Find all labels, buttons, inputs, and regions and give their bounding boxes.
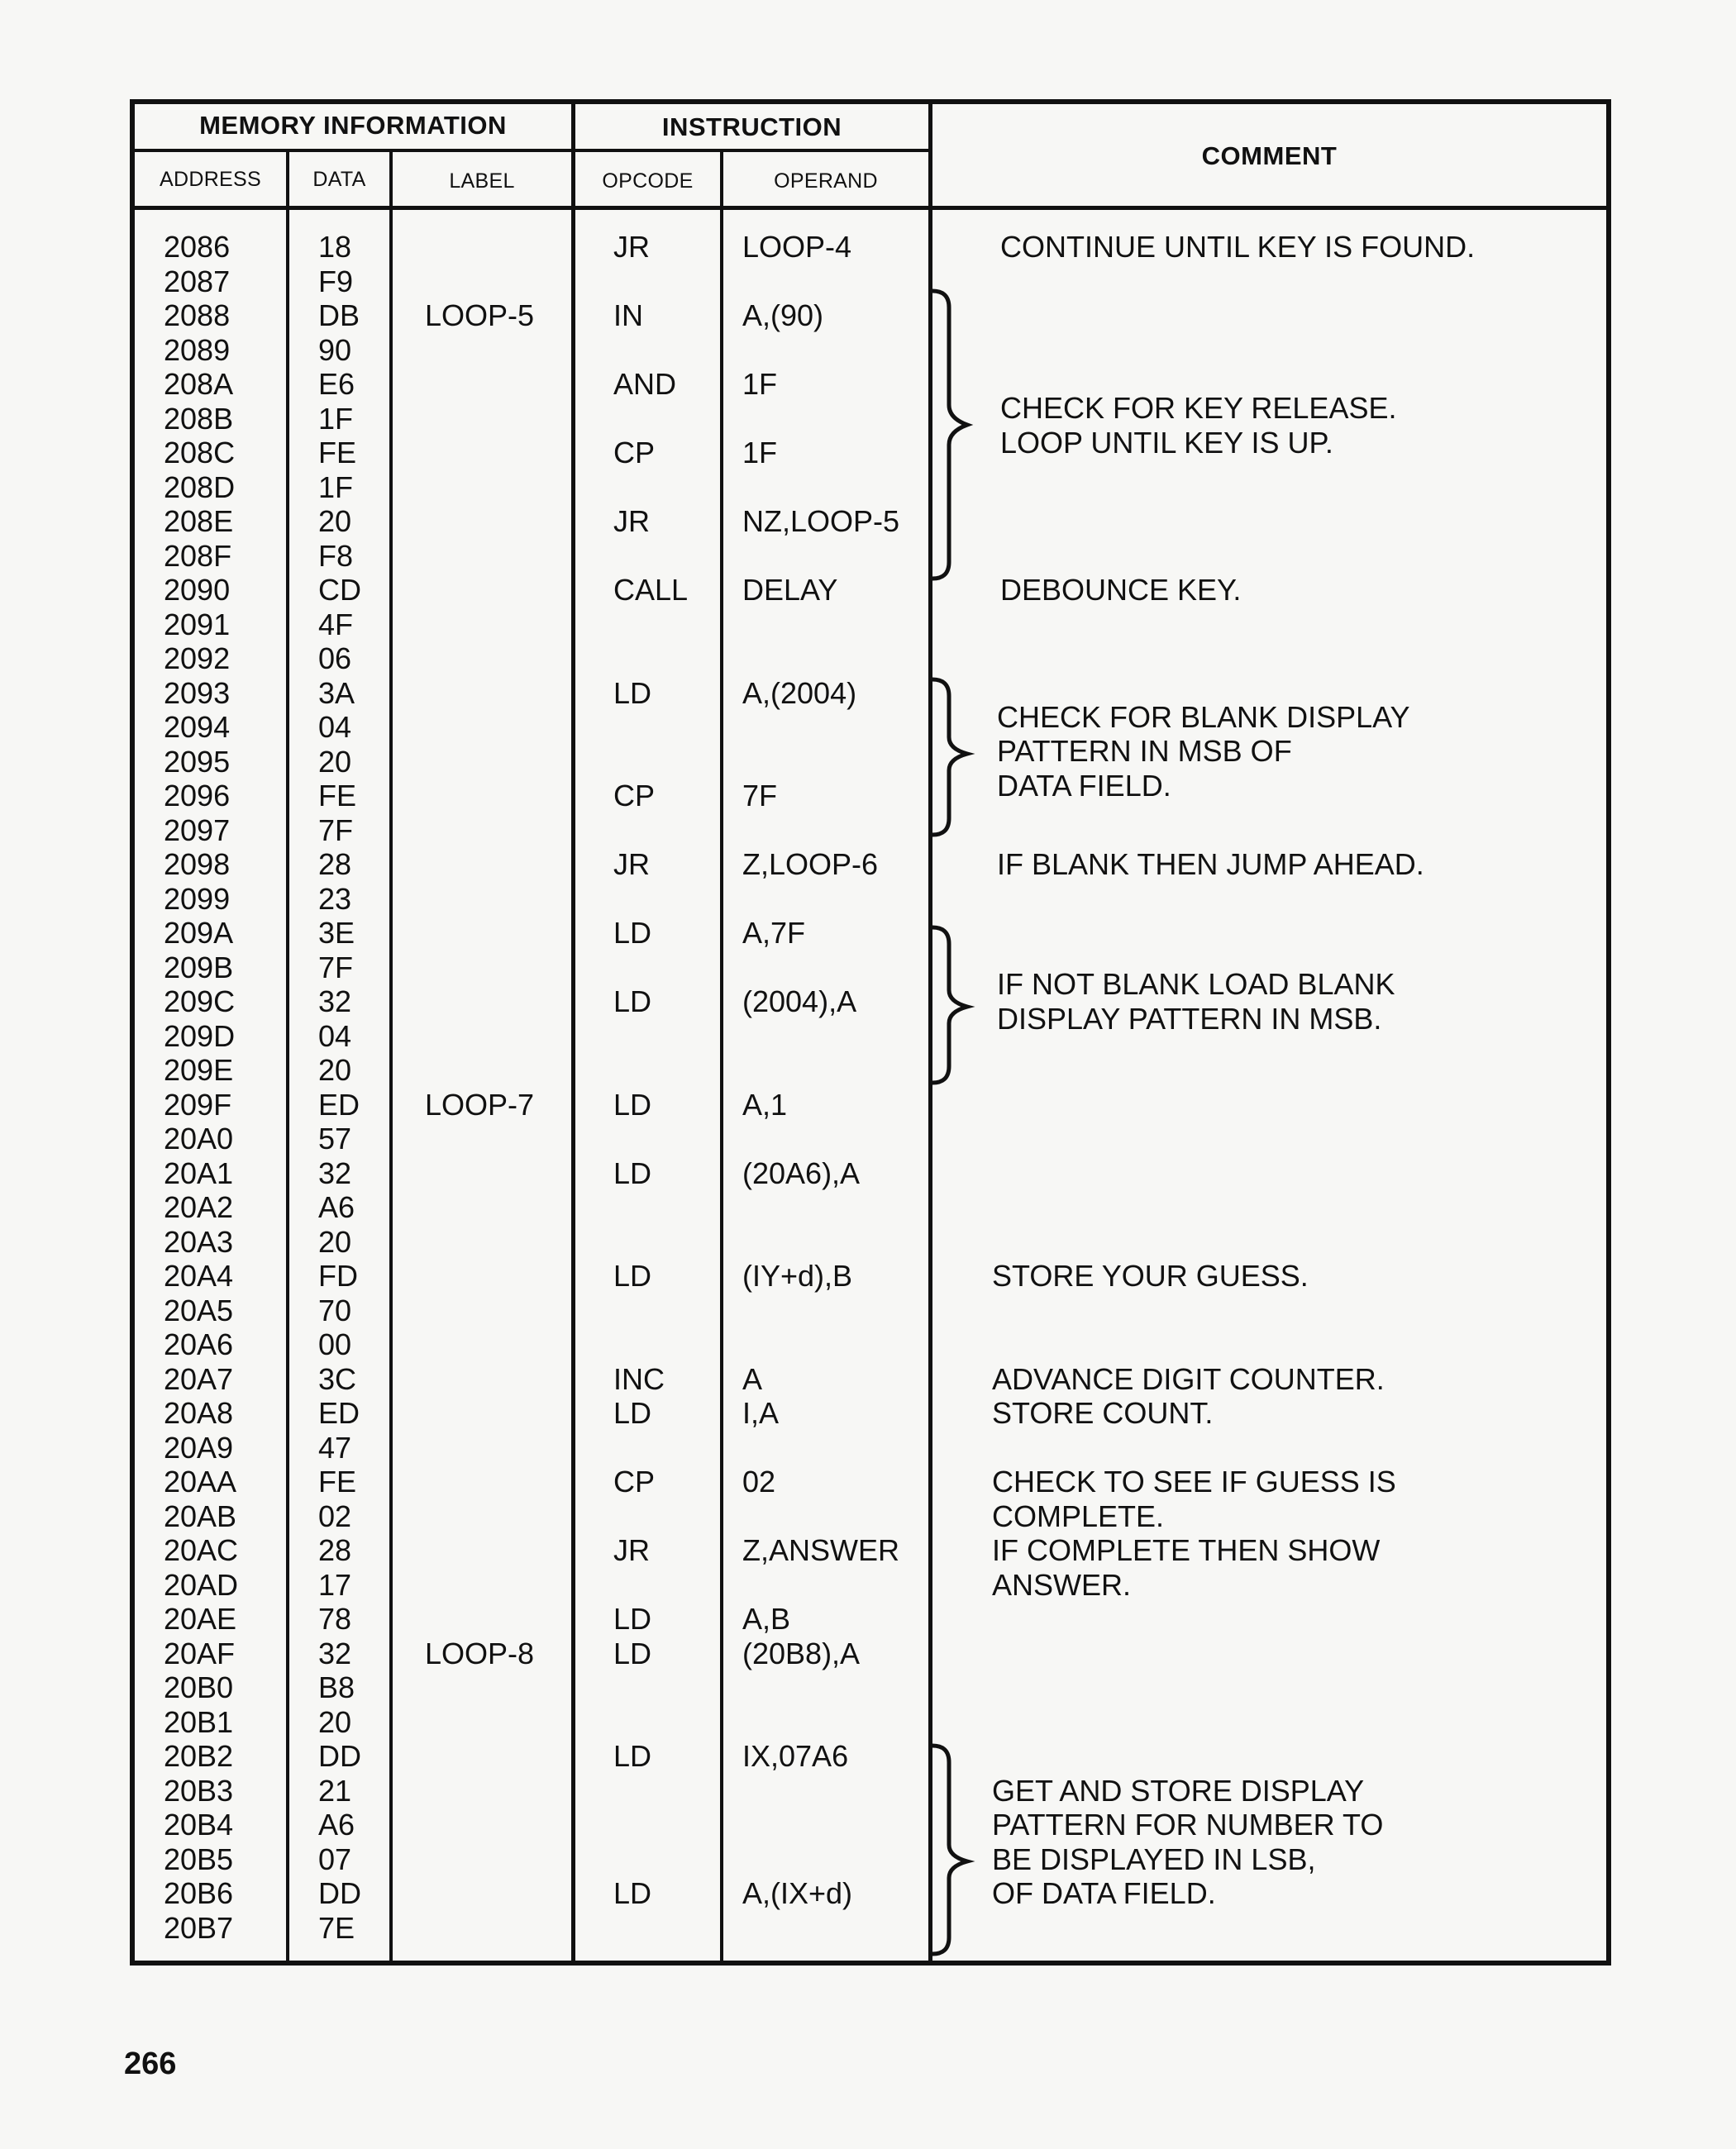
opcode-cell: CP <box>613 436 656 469</box>
opcode-cell <box>613 1122 688 1156</box>
operand-cell: DELAY <box>742 573 838 607</box>
operand-cell <box>742 951 899 985</box>
address-cell: 2092 <box>164 641 231 675</box>
data-cell: 20 <box>318 1224 352 1259</box>
operand-cell <box>742 1019 899 1054</box>
data-cell: 20 <box>318 504 352 538</box>
opcode-cell <box>613 745 688 779</box>
label-cell <box>425 1190 534 1225</box>
operand-cell: A,1 <box>742 1087 788 1122</box>
address-cell: 20A0 <box>164 1122 234 1156</box>
opcode-cell: JR <box>613 1533 650 1567</box>
data-cell: 06 <box>318 641 352 675</box>
label-cell <box>425 641 534 676</box>
address-cell: 2093 <box>164 675 231 710</box>
opcode-cell: LD <box>613 1876 652 1910</box>
comment-text: CONTINUE UNTIL KEY IS FOUND. <box>1000 230 1476 264</box>
address-cell: 20B4 <box>164 1808 234 1842</box>
column-divider-opcode <box>720 152 723 1966</box>
operand-cell <box>742 641 899 676</box>
data-cell: ED <box>318 1087 360 1122</box>
comment-text: DEBOUNCE KEY. <box>1000 573 1242 607</box>
address-cell: 20AE <box>164 1602 237 1636</box>
operand-cell: Z,ANSWER <box>742 1533 900 1567</box>
data-cell: FE <box>318 436 357 469</box>
label-cell <box>425 779 534 813</box>
data-cell: 3A <box>318 675 355 710</box>
operand-cell: A,7F <box>742 916 806 950</box>
address-cell: 20A2 <box>164 1190 234 1224</box>
operand-cell <box>742 1225 899 1260</box>
opcode-cell <box>613 470 688 505</box>
opcode-cell <box>613 710 688 745</box>
label-cell: LOOP-8 <box>425 1636 535 1670</box>
address-cell: 20B1 <box>164 1704 234 1739</box>
data-column <box>318 230 361 1945</box>
label-cell <box>425 1705 534 1740</box>
data-cell: 28 <box>318 1533 352 1567</box>
opcode-cell <box>613 1774 688 1808</box>
label-column <box>425 230 534 1945</box>
comment-text: ADVANCE DIGIT COUNTER. STORE COUNT. <box>992 1361 1385 1430</box>
label-cell <box>425 1568 534 1603</box>
opcode-cell <box>613 1190 688 1225</box>
operand-cell: A,B <box>742 1602 791 1636</box>
address-column <box>164 230 238 1945</box>
opcode-cell: CP <box>613 779 656 812</box>
data-cell: 3C <box>318 1361 357 1396</box>
label-cell <box>425 1294 534 1328</box>
operand-cell: A <box>742 1361 763 1396</box>
label-cell <box>425 230 534 264</box>
data-cell: F8 <box>318 538 354 573</box>
opcode-cell <box>613 641 688 676</box>
opcode-cell <box>613 1808 688 1842</box>
opcode-cell <box>613 1911 688 1946</box>
data-cell: 18 <box>318 230 352 264</box>
operand-cell: (IY+d),B <box>742 1259 853 1293</box>
data-cell: 21 <box>318 1773 352 1808</box>
label-cell <box>425 573 534 608</box>
label-cell <box>425 1019 534 1054</box>
opcode-cell <box>613 1225 688 1260</box>
data-cell: 04 <box>318 710 352 744</box>
operand-cell <box>742 710 899 745</box>
data-cell: 04 <box>318 1018 352 1053</box>
operand-cell: 1F <box>742 367 778 401</box>
opcode-cell <box>613 1327 688 1362</box>
label-cell <box>425 1431 534 1465</box>
header-data: DATA <box>312 168 366 191</box>
opcode-cell <box>613 264 688 299</box>
address-cell: 2099 <box>164 881 231 916</box>
address-cell: 20AC <box>164 1533 239 1567</box>
address-cell: 208E <box>164 504 234 538</box>
data-cell: CD <box>318 573 361 607</box>
opcode-cell: LD <box>613 984 652 1018</box>
column-divider-instruction <box>571 99 575 1966</box>
data-cell: 20 <box>318 1704 352 1739</box>
operand-cell <box>742 1705 899 1740</box>
data-cell: 17 <box>318 1567 352 1602</box>
header-divider-top <box>130 149 930 152</box>
label-cell <box>425 1499 534 1534</box>
address-cell: 2089 <box>164 332 231 367</box>
label-cell <box>425 1053 534 1088</box>
operand-cell: LOOP-4 <box>742 230 852 264</box>
address-cell: 20A5 <box>164 1293 234 1327</box>
address-cell: 209E <box>164 1053 234 1087</box>
opcode-cell <box>613 1568 688 1603</box>
operand-cell: (2004),A <box>742 984 857 1018</box>
opcode-cell: CALL <box>613 573 689 607</box>
label-cell <box>425 813 534 848</box>
operand-cell <box>742 470 899 505</box>
opcode-cell: LD <box>613 1259 652 1293</box>
operand-cell <box>742 1499 899 1534</box>
label-cell <box>425 1259 534 1294</box>
data-cell: 1F <box>318 469 354 504</box>
address-cell: 208A <box>164 367 234 401</box>
address-cell: 20A4 <box>164 1259 234 1293</box>
opcode-cell: CP <box>613 1465 656 1499</box>
address-cell: 20B5 <box>164 1842 234 1876</box>
data-cell: ED <box>318 1396 360 1430</box>
address-cell: 2098 <box>164 847 231 881</box>
label-cell <box>425 1225 534 1260</box>
data-cell: FE <box>318 779 357 812</box>
label-cell <box>425 264 534 299</box>
label-cell <box>425 1362 534 1397</box>
data-cell: 02 <box>318 1499 352 1533</box>
label-cell <box>425 1876 534 1911</box>
operand-cell <box>742 1670 899 1705</box>
label-cell <box>425 1670 534 1705</box>
operand-cell <box>742 745 899 779</box>
column-divider-comment <box>928 99 932 1966</box>
label-cell <box>425 1533 534 1568</box>
opcode-cell <box>613 1053 688 1088</box>
label-cell <box>425 1602 534 1637</box>
operand-cell: 7F <box>742 779 778 812</box>
operand-cell: A,(2004) <box>742 675 857 710</box>
comment-text: CHECK TO SEE IF GUESS IS COMPLETE. IF COMPLETE THEN SHOW ANSWER. <box>992 1465 1396 1602</box>
data-cell: DD <box>318 1739 361 1773</box>
opcode-cell <box>613 1705 688 1740</box>
opcode-cell: INC <box>613 1361 665 1396</box>
opcode-cell: LD <box>613 1396 652 1430</box>
label-cell <box>425 1808 534 1842</box>
address-cell: 2086 <box>164 230 231 264</box>
operand-cell: IX,07A6 <box>742 1739 849 1773</box>
label-cell <box>425 333 534 368</box>
operand-cell: (20B8),A <box>742 1636 861 1670</box>
address-cell: 20AB <box>164 1499 237 1533</box>
data-cell: 57 <box>318 1122 352 1156</box>
comment-text: GET AND STORE DISPLAY PATTERN FOR NUMBER TO BE DISPLAYED IN LSB, OF DATA FIELD. <box>992 1773 1384 1910</box>
header-memory-information: MEMORY INFORMATION <box>199 111 507 140</box>
address-cell: 209B <box>164 950 234 984</box>
data-cell: 32 <box>318 984 352 1018</box>
operand-cell <box>742 1568 899 1603</box>
data-cell: 20 <box>318 1053 352 1087</box>
address-cell: 20B3 <box>164 1773 234 1808</box>
label-cell <box>425 916 534 951</box>
opcode-cell: AND <box>613 367 677 401</box>
operand-cell <box>742 1808 899 1842</box>
operand-cell: A,(90) <box>742 298 824 332</box>
data-cell: 00 <box>318 1327 352 1361</box>
data-cell: FE <box>318 1465 357 1499</box>
label-cell <box>425 1739 534 1774</box>
label-cell <box>425 1774 534 1808</box>
opcode-cell <box>613 1670 688 1705</box>
label-cell <box>425 676 534 711</box>
label-cell <box>425 436 534 470</box>
address-cell: 20A1 <box>164 1156 234 1190</box>
opcode-cell <box>613 1019 688 1054</box>
data-cell: 1F <box>318 401 354 436</box>
address-cell: 2087 <box>164 264 231 298</box>
data-cell: 90 <box>318 332 352 367</box>
data-cell: 32 <box>318 1156 352 1190</box>
operand-cell <box>742 1122 899 1156</box>
header-label: LABEL <box>449 169 515 193</box>
address-cell: 2095 <box>164 744 231 779</box>
opcode-cell: JR <box>613 504 650 538</box>
operand-cell <box>742 1911 899 1946</box>
operand-cell: 02 <box>742 1465 776 1499</box>
address-cell: 20A8 <box>164 1396 234 1430</box>
operand-cell: Z,LOOP-6 <box>742 847 879 881</box>
data-cell: DD <box>318 1876 361 1910</box>
label-cell <box>425 882 534 917</box>
data-cell: 78 <box>318 1602 352 1636</box>
operand-cell <box>742 813 899 848</box>
operand-cell <box>742 1053 899 1088</box>
operand-cell: (20A6),A <box>742 1156 861 1190</box>
header-address: ADDRESS <box>160 168 261 191</box>
data-cell: 3E <box>318 916 355 950</box>
opcode-cell: LD <box>613 1602 652 1636</box>
opcode-cell: LD <box>613 675 652 710</box>
data-cell: B8 <box>318 1670 355 1704</box>
opcode-cell: JR <box>613 230 650 264</box>
data-cell: 7F <box>318 812 354 847</box>
opcode-cell: LD <box>613 1636 652 1670</box>
opcode-cell <box>613 1499 688 1534</box>
address-cell: 2090 <box>164 573 231 607</box>
address-cell: 209F <box>164 1087 232 1122</box>
opcode-cell: LD <box>613 1087 652 1122</box>
operand-cell <box>742 1327 899 1362</box>
address-cell: 20A3 <box>164 1224 234 1259</box>
operand-cell: A,(IX+d) <box>742 1876 853 1910</box>
address-cell: 20A9 <box>164 1430 234 1465</box>
data-cell: F9 <box>318 264 354 298</box>
label-cell <box>425 608 534 642</box>
address-cell: 20A7 <box>164 1361 234 1396</box>
data-cell: 7F <box>318 950 354 984</box>
label-cell <box>425 1327 534 1362</box>
opcode-cell: JR <box>613 847 650 881</box>
operand-cell <box>742 608 899 642</box>
data-cell: 20 <box>318 744 352 779</box>
comment-text: IF NOT BLANK LOAD BLANK DISPLAY PATTERN IN MSB. <box>997 967 1395 1036</box>
operand-cell <box>742 1190 899 1225</box>
label-cell <box>425 1156 534 1191</box>
label-cell <box>425 1465 534 1499</box>
address-cell: 209D <box>164 1018 236 1053</box>
operand-cell <box>742 1431 899 1465</box>
label-cell <box>425 1911 534 1946</box>
label-cell <box>425 504 534 539</box>
label-cell <box>425 951 534 985</box>
address-cell: 2088 <box>164 298 231 332</box>
opcode-cell <box>613 882 688 917</box>
address-cell: 20B6 <box>164 1876 234 1910</box>
operand-cell: 1F <box>742 436 778 469</box>
address-cell: 20AF <box>164 1636 236 1670</box>
address-cell: 208C <box>164 436 236 469</box>
data-cell: 4F <box>318 607 354 641</box>
address-cell: 209C <box>164 984 236 1018</box>
header-instruction: INSTRUCTION <box>661 112 842 141</box>
opcode-cell <box>613 813 688 848</box>
label-cell <box>425 710 534 745</box>
label-cell <box>425 1396 534 1431</box>
page-number: 266 <box>124 2047 177 2081</box>
data-cell: 23 <box>318 881 352 916</box>
operand-cell <box>742 264 899 299</box>
address-cell: 20AA <box>164 1465 237 1499</box>
column-divider-address <box>286 152 289 1966</box>
operand-cell <box>742 333 899 368</box>
opcode-cell <box>613 402 688 436</box>
opcode-cell <box>613 333 688 368</box>
address-cell: 208B <box>164 401 234 436</box>
label-cell <box>425 1122 534 1156</box>
opcode-cell: IN <box>613 298 643 332</box>
data-cell: 28 <box>318 847 352 881</box>
label-cell <box>425 402 534 436</box>
label-cell <box>425 367 534 402</box>
label-cell <box>425 1842 534 1877</box>
opcode-cell <box>613 1842 688 1877</box>
address-cell: 20A6 <box>164 1327 234 1361</box>
operand-cell: I,A <box>742 1396 780 1430</box>
label-cell <box>425 470 534 505</box>
data-cell: E6 <box>318 367 355 401</box>
operand-cell <box>742 1294 899 1328</box>
data-cell: FD <box>318 1259 358 1293</box>
address-cell: 208D <box>164 469 236 504</box>
label-cell <box>425 745 534 779</box>
opcode-cell <box>613 539 688 574</box>
address-cell: 20B0 <box>164 1670 234 1704</box>
opcode-cell <box>613 1294 688 1328</box>
operand-cell <box>742 1774 899 1808</box>
operand-column <box>742 230 899 1945</box>
address-cell: 2096 <box>164 779 231 812</box>
data-cell: 07 <box>318 1842 352 1876</box>
opcode-cell <box>613 951 688 985</box>
label-cell: LOOP-7 <box>425 1087 535 1122</box>
label-cell <box>425 539 534 574</box>
comment-text: CHECK FOR BLANK DISPLAY PATTERN IN MSB OF DATA FIELD. <box>997 699 1410 803</box>
opcode-cell: LD <box>613 1739 652 1773</box>
opcode-column <box>613 230 688 1945</box>
address-cell: 2094 <box>164 710 231 744</box>
data-cell: DB <box>318 298 360 332</box>
address-cell: 2091 <box>164 607 231 641</box>
address-cell: 20B7 <box>164 1910 234 1945</box>
label-cell <box>425 984 534 1019</box>
opcode-cell: LD <box>613 916 652 950</box>
address-cell: 2097 <box>164 812 231 847</box>
operand-cell <box>742 402 899 436</box>
comment-text: CHECK FOR KEY RELEASE. LOOP UNTIL KEY IS UP. <box>1000 391 1397 460</box>
header-opcode: OPCODE <box>602 169 694 193</box>
label-cell <box>425 847 534 882</box>
data-cell: 32 <box>318 1636 352 1670</box>
address-cell: 208F <box>164 538 232 573</box>
operand-cell <box>742 882 899 917</box>
comment-text: STORE YOUR GUESS. <box>992 1259 1309 1293</box>
header-operand: OPERAND <box>774 169 878 193</box>
header-divider-bottom <box>130 206 1611 210</box>
data-cell: 47 <box>318 1430 352 1465</box>
address-cell: 20B2 <box>164 1739 234 1773</box>
operand-cell: NZ,LOOP-5 <box>742 504 900 538</box>
data-cell: 7E <box>318 1910 355 1945</box>
address-cell: 20AD <box>164 1567 239 1602</box>
address-cell: 209A <box>164 916 234 950</box>
data-cell: A6 <box>318 1190 355 1224</box>
data-cell: 70 <box>318 1293 352 1327</box>
opcode-cell <box>613 608 688 642</box>
column-divider-data <box>389 152 393 1966</box>
data-cell: A6 <box>318 1808 355 1842</box>
opcode-cell <box>613 1431 688 1465</box>
operand-cell <box>742 539 899 574</box>
comment-text: IF BLANK THEN JUMP AHEAD. <box>997 847 1424 881</box>
opcode-cell: LD <box>613 1156 652 1190</box>
operand-cell <box>742 1842 899 1877</box>
header-comment: COMMENT <box>1201 141 1338 170</box>
label-cell: LOOP-5 <box>425 298 535 332</box>
